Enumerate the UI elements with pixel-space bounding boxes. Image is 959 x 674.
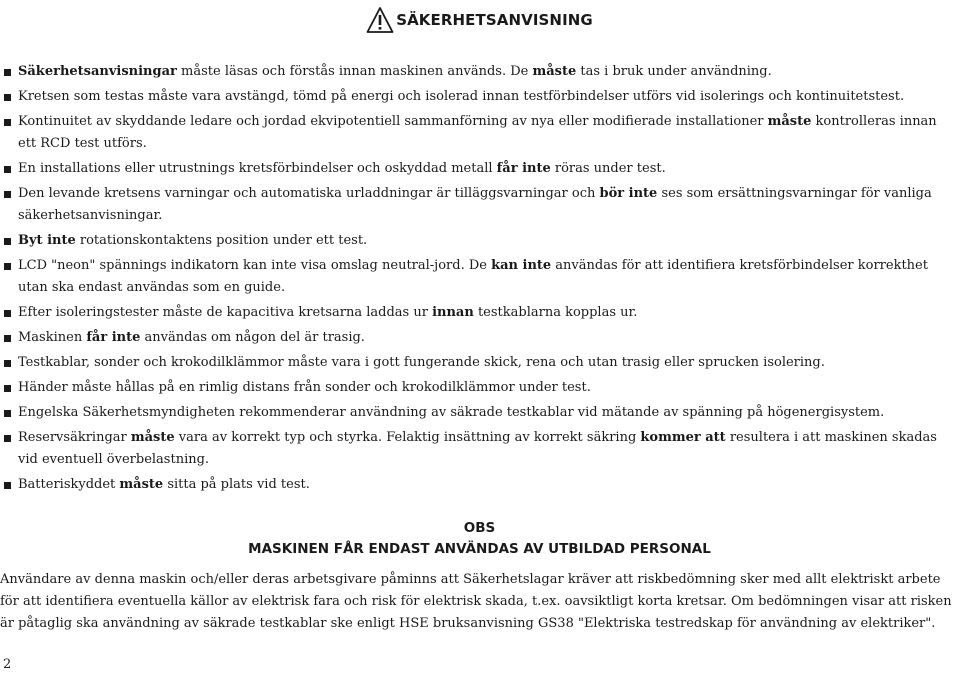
item-text: resultera i att maskinen skadas vid eventuell överbelastning.	[18, 430, 937, 467]
emphasis-text: måste	[130, 430, 175, 445]
list-item	[0, 327, 950, 349]
list-item	[0, 427, 950, 471]
square-bullet-icon	[4, 238, 11, 245]
item-text: Testkablar, sonder och krokodilklämmor måste vara i gott fungerande skick, rena och utan trasig eller sprucken isolering.	[18, 355, 825, 370]
emphasis-text: Byt inte	[18, 233, 76, 248]
obs-heading: OBS	[463, 520, 496, 536]
square-bullet-icon	[4, 335, 11, 342]
item-text: Reservsäkringar	[18, 430, 131, 445]
item-text: Kretsen som testas måste vara avstängd, tömd på energi och isolerad innan testförbindelser utförs vid isolerings och kontinuitetstest.	[18, 89, 905, 104]
item-text: Den levande kretsens varningar och automatiska urladdningar är tilläggsvarningar och	[18, 186, 600, 201]
square-bullet-icon	[4, 263, 11, 270]
page-title: SÄKERHETSANVISNING	[396, 11, 593, 29]
item-text: vara av korrekt typ och styrka. Felaktig insättning av korrekt säkring	[174, 430, 641, 445]
emphasis-text: måste	[119, 477, 164, 492]
list-item	[0, 402, 950, 424]
item-text: röras under test.	[550, 161, 666, 176]
emphasis-text: måste	[767, 114, 812, 129]
item-text: Kontinuitet av skyddande ledare och jordad ekvipotentiell sammanförning av nya eller modifierade installationer	[18, 114, 768, 129]
list-item	[0, 86, 950, 108]
item-text: Engelska Säkerhetsmyndigheten rekommenderar användning av säkrade testkablar vid mätande av spänning på högenergisystem.	[18, 405, 885, 420]
square-bullet-icon	[4, 191, 11, 198]
square-bullet-icon	[4, 119, 11, 126]
item-text: Händer måste hållas på en rimlig distans från sonder och krokodilklämmor under test.	[18, 380, 591, 395]
page-header	[0, 6, 959, 34]
item-text: tas i bruk under användning.	[576, 64, 772, 79]
item-text: ses som ersättningsvarningar för vanliga säkerhetsanvisningar.	[18, 186, 932, 223]
item-text: LCD "neon" spännings indikatorn kan inte visa omslag neutral-jord. De	[18, 258, 492, 273]
square-bullet-icon	[4, 94, 11, 101]
item-text: sitta på plats vid test.	[163, 477, 310, 492]
item-text: måste läsas och förstås innan maskinen används. De	[176, 64, 533, 79]
item-text: En installations eller utrustnings kretsförbindelser och oskyddad metall	[18, 161, 497, 176]
square-bullet-icon	[4, 435, 11, 442]
emphasis-text: innan	[432, 305, 474, 320]
emphasis-text: kommer att	[640, 430, 726, 445]
page-number: 2	[3, 657, 12, 672]
list-item	[0, 61, 950, 83]
square-bullet-icon	[4, 410, 11, 417]
list-item	[0, 255, 950, 299]
warning-triangle-icon	[366, 6, 394, 34]
list-item	[0, 302, 950, 324]
emphasis-text: får inte	[496, 161, 551, 176]
item-text: Maskinen	[18, 330, 87, 345]
item-text: kontrolleras innan ett RCD test utförs.	[18, 114, 937, 151]
list-item	[0, 158, 950, 180]
list-item	[0, 183, 950, 227]
list-item	[0, 111, 950, 155]
list-item	[0, 377, 950, 399]
emphasis-text: får inte	[86, 330, 141, 345]
item-text: Efter isoleringstester måste de kapacitiva kretsarna laddas ur	[18, 305, 433, 320]
emphasis-text: måste	[532, 64, 577, 79]
list-item	[0, 352, 950, 374]
item-text: rotationskontaktens position under ett test.	[75, 233, 368, 248]
item-text: användas om någon del är trasig.	[140, 330, 365, 345]
list-item	[0, 230, 950, 252]
list-item	[0, 474, 950, 496]
square-bullet-icon	[4, 69, 11, 76]
item-text: användas för att identifiera kretsförbindelser korrekthet utan ska endast användas som en guide.	[18, 258, 928, 295]
square-bullet-icon	[4, 360, 11, 367]
item-text: testkablarna kopplas ur.	[473, 305, 638, 320]
square-bullet-icon	[4, 166, 11, 173]
square-bullet-icon	[4, 482, 11, 489]
obs-paragraph: Användare av denna maskin och/eller deras arbetsgivare påminns att Säkerhetslagar kräver att riskbedömning sker med allt elektriskt arbete för att identifiera eventuella källor av elektrisk fara och risk för elektrisk skada, t.ex. oavsiktligt korta kretsar. Om bedömningen visar att risken är påtaglig ska användning av säkrade testkablar ske enligt HSE bruksanvisning GS38 "Elektriska testredskap för användning av elektriker".	[0, 572, 952, 631]
square-bullet-icon	[4, 310, 11, 317]
safety-instructions-list	[0, 61, 950, 499]
obs-subheading: MASKINEN FÅR ENDAST ANVÄNDAS AV UTBILDAD PERSONAL	[248, 541, 711, 557]
emphasis-text: kan inte	[491, 258, 552, 273]
emphasis-text: Säkerhetsanvisningar	[18, 64, 177, 79]
emphasis-text: bör inte	[599, 186, 658, 201]
item-text: Batteriskyddet	[18, 477, 120, 492]
square-bullet-icon	[4, 385, 11, 392]
